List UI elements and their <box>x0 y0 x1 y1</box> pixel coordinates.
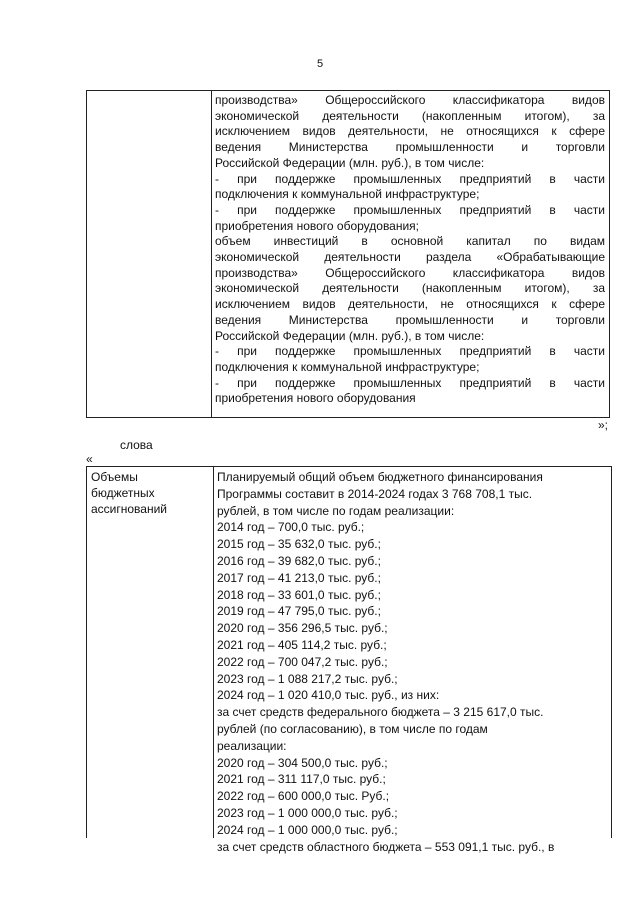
text-line: 2020 год – 304 500,0 тыс. руб.; <box>217 755 388 770</box>
text-line: 2023 год – 1 088 217,2 тыс. руб.; <box>217 671 398 686</box>
column-divider <box>211 91 212 417</box>
label-line: ассигнований <box>91 502 168 516</box>
text-line: производства» Общероссийского классификатора видов <box>215 93 605 107</box>
text-line: 2014 год – 700,0 тыс. руб.; <box>217 520 365 535</box>
text-line: приобретения нового оборудования; <box>215 218 420 233</box>
text-line: Программы составит в 2014-2024 годах 3 768 708,1 тыс. <box>217 486 533 501</box>
text-line: подключения к коммунальной инфраструктуре; <box>215 359 480 374</box>
text-line: рублей, в том числе по годам реализации: <box>217 503 455 518</box>
column-divider <box>213 467 214 838</box>
text-line: 2019 год – 47 795,0 тыс. руб.; <box>217 604 381 619</box>
text-line: Российской Федерации (млн. руб.), в том числе: <box>215 328 485 343</box>
budget-allocations-label-cell <box>91 469 209 517</box>
text-line: 2021 год – 405 114,2 тыс. руб.; <box>217 637 387 652</box>
opening-quote: « <box>86 452 93 466</box>
text-line: Планируемый общий объем бюджетного финансирования <box>217 470 543 484</box>
text-line: реализации: <box>217 738 287 753</box>
text-line: рублей (по согласованию), в том числе по годам <box>217 721 488 736</box>
text-line: за счет средств областного бюджета – 553 091,1 тыс. руб., в <box>217 839 555 854</box>
text-line: ведения Министерства промышленности и торговли <box>215 140 605 155</box>
text-line: - при поддержке промышленных предприятий в части <box>215 171 605 186</box>
text-line: - при поддержке промышленных предприятий в части <box>215 375 605 390</box>
text-line: 2021 год – 311 117,0 тыс. руб.; <box>217 772 386 787</box>
text-line: - при поддержке промышленных предприятий в части <box>215 344 605 359</box>
text-line: 2024 год – 1 020 410,0 тыс. руб., из них: <box>217 688 440 703</box>
text-line: Российской Федерации (млн. руб.), в том числе: <box>215 155 485 170</box>
text-line: 2022 год – 600 000,0 тыс. Руб.; <box>217 789 390 804</box>
text-line: 2024 год – 1 000 000,0 тыс. руб.; <box>217 822 398 837</box>
text-line: экономической деятельности (накопленным итогом), за <box>215 281 605 296</box>
label-line: бюджетных <box>91 486 155 500</box>
text-line: производства» Общероссийского классификатора видов <box>215 265 605 280</box>
text-line: 2018 год – 33 601,0 тыс. руб.; <box>217 587 381 602</box>
text-line: экономической деятельности раздела «Обрабатывающие <box>215 250 605 265</box>
text-line: 2016 год – 39 682,0 тыс. руб.; <box>217 553 381 568</box>
text-line: исключением видов деятельности, не относящихся к сфере <box>215 124 605 139</box>
text-line: 2023 год – 1 000 000,0 тыс. руб.; <box>217 805 398 820</box>
indicators-text-cell <box>215 93 605 407</box>
text-line: исключением видов деятельности, не относящихся к сфере <box>215 297 605 312</box>
text-line: 2015 год – 35 632,0 тыс. руб.; <box>217 537 381 552</box>
text-line: приобретения нового оборудования <box>215 391 416 406</box>
program-indicators-table <box>86 90 610 418</box>
closing-quote: »; <box>598 418 609 432</box>
page-number: 5 <box>316 58 324 70</box>
text-line: за счет средств федерального бюджета – 3 215 617,0 тыс. <box>217 705 544 720</box>
text-line: экономической деятельности (накопленным итогом), за <box>215 108 605 123</box>
text-line: 2020 год – 356 296,5 тыс. руб.; <box>217 621 388 636</box>
text-line: ведения Министерства промышленности и торговли <box>215 312 605 327</box>
text-line: 2017 год – 41 213,0 тыс. руб.; <box>217 570 381 585</box>
text-line: подключения к коммунальной инфраструктуре; <box>215 187 480 202</box>
text-line: объем инвестиций в основной капитал по видам <box>215 234 605 249</box>
words-label: слова <box>120 438 153 452</box>
text-line: - при поддержке промышленных предприятий в части <box>215 202 605 217</box>
text-line: 2022 год – 700 047,2 тыс. руб.; <box>217 654 388 669</box>
budget-allocations-text-cell <box>217 469 607 855</box>
budget-allocations-table <box>86 466 612 854</box>
label-line: Объемы <box>91 470 138 484</box>
